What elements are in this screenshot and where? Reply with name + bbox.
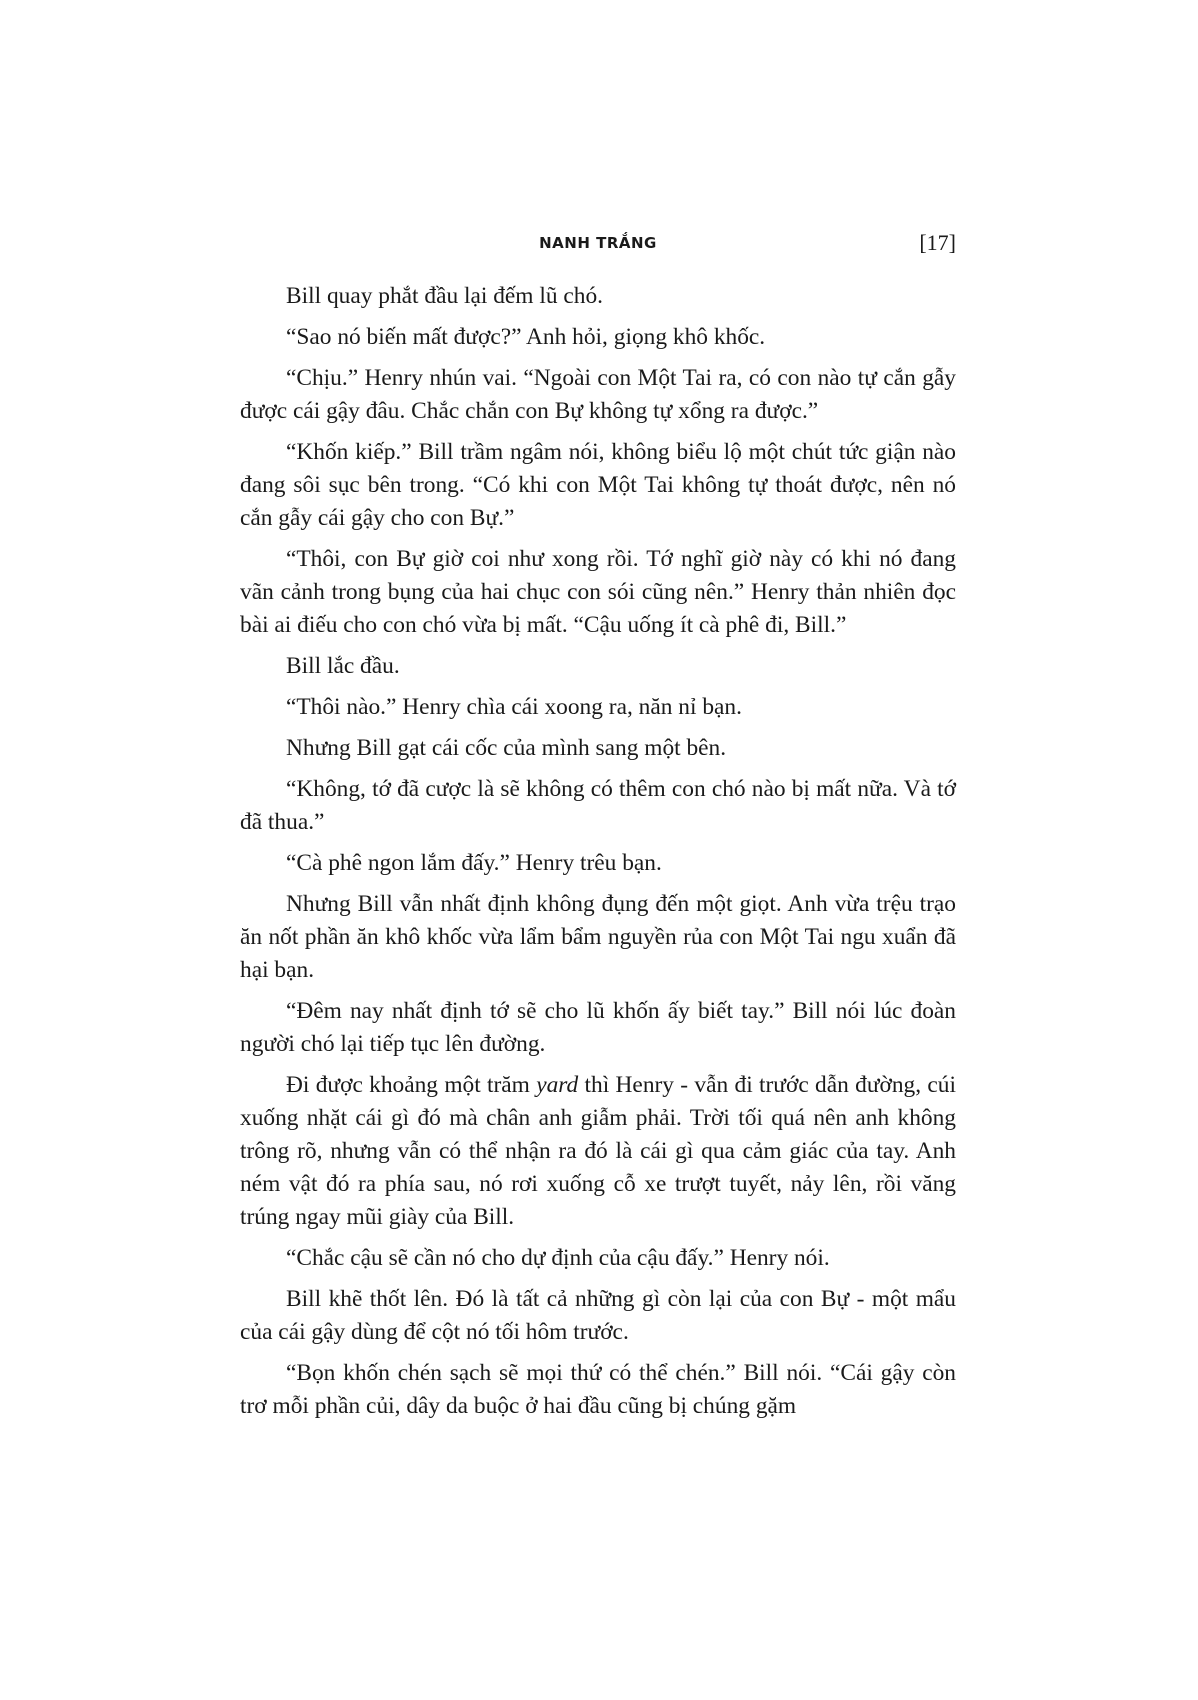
paragraph: Nhưng Bill gạt cái cốc của mình sang một bên. <box>286 735 727 761</box>
paragraph: Bill quay phắt đầu lại đếm lũ chó. <box>286 283 604 309</box>
paragraph: “Bọn khốn chén sạch sẽ mọi thứ có thể chén.” Bill nói. “Cái gậy còn trơ mỗi phần củi, dây da buộc ở hai đầu cũng bị chúng gặm <box>240 1360 956 1419</box>
paragraph: “Không, tớ đã cược là sẽ không có thêm con chó nào bị mất nữa. Và tớ đã thua.” <box>240 776 956 835</box>
paragraph: “Cà phê ngon lắm đấy.” Henry trêu bạn. <box>286 850 662 876</box>
paragraph-yard <box>240 1069 956 1234</box>
paragraph: Bill khẽ thốt lên. Đó là tất cả những gì còn lại của con Bự - một mẩu của cái gậy dùng để cột nó tối hôm trước. <box>240 1286 956 1345</box>
paragraph: “Thôi, con Bự giờ coi như xong rồi. Tớ nghĩ giờ này có khi nó đang vãn cảnh trong bụng của hai chục con sói cũng nên.” Henry thản nhiên đọc bài ai điếu cho con chó vừa bị mất. “Cậu uống ít cà phê đi, Bill.” <box>240 546 956 638</box>
running-title: NANH TRẮNG <box>539 234 657 252</box>
paragraph-text: thì Henry - vẫn đi trước dẫn đường, cúi xuống nhặt cái gì đó mà chân anh giẫm phải. Trời tối quá nên anh không trông rõ, nhưng vẫn có thể nhận ra đó là cái gì qua cảm giác của tay. Anh ném vật đó ra phía sau, nó rơi xuống cỗ xe trượt tuyết, nảy lên, rồi văng trúng ngay mũi giày của Bill. <box>240 1072 956 1230</box>
page-header <box>240 230 956 266</box>
paragraph: “Khốn kiếp.” Bill trầm ngâm nói, không biểu lộ một chút tức giận nào đang sôi sục bên trong. “Có khi con Một Tai không tự thoát được, nên nó cắn gẫy cái gậy cho con Bự.” <box>240 439 956 531</box>
paragraph: “Chắc cậu sẽ cần nó cho dự định của cậu đấy.” Henry nói. <box>286 1245 830 1271</box>
page-number: [17] <box>919 230 956 255</box>
body-text <box>240 280 956 1423</box>
paragraph: “Đêm nay nhất định tớ sẽ cho lũ khốn ấy biết tay.” Bill nói lúc đoàn người chó lại tiếp tục lên đường. <box>240 998 956 1057</box>
paragraph-text: Đi được khoảng một trăm <box>286 1072 537 1098</box>
paragraph: “Thôi nào.” Henry chìa cái xoong ra, năn nỉ bạn. <box>286 694 742 720</box>
paragraph: “Chịu.” Henry nhún vai. “Ngoài con Một Tai ra, có con nào tự cắn gẫy được cái gậy đâu. Chắc chắn con Bự không tự xổng ra được.” <box>240 365 956 424</box>
paragraph: Nhưng Bill vẫn nhất định không đụng đến một giọt. Anh vừa trệu trạo ăn nốt phần ăn khô khốc vừa lẩm bẩm nguyền rủa con Một Tai ngu xuẩn đã hại bạn. <box>240 891 956 983</box>
italic-word: yard <box>536 1072 579 1098</box>
paragraph: “Sao nó biến mất được?” Anh hỏi, giọng khô khốc. <box>286 324 766 350</box>
paragraph: Bill lắc đầu. <box>286 653 400 679</box>
